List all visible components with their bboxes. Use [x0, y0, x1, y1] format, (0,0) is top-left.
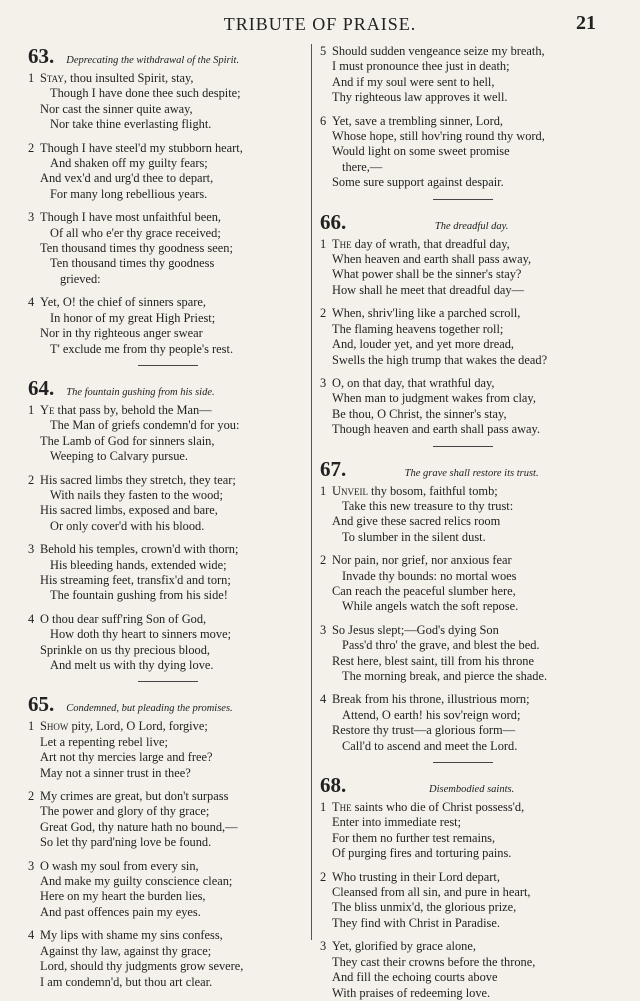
verse-line	[320, 59, 605, 74]
left-column	[28, 44, 308, 989]
verse-text: Thy righteous law approves it well.	[332, 90, 508, 105]
stanza	[28, 928, 308, 990]
verse-text: pity, Lord, O Lord, forgive;	[68, 719, 208, 734]
verse-line	[320, 484, 605, 499]
hymn-subtitle: The grave shall restore its trust.	[404, 467, 539, 479]
verse-line	[28, 418, 308, 433]
verse-line	[320, 175, 605, 190]
verse-line	[28, 612, 308, 627]
stanza-number: 6	[320, 113, 327, 128]
verse-text: Though heaven and earth shall pass away.	[332, 422, 541, 437]
stanza	[28, 859, 308, 921]
verse-text: How shall he meet that dreadful day—	[332, 282, 524, 297]
verse-text: Nor in thy righteous anger swear	[40, 326, 203, 341]
hymn-separator	[138, 365, 198, 366]
verse-text: Sprinkle on us thy precious blood,	[40, 642, 211, 657]
verse-line	[320, 831, 605, 846]
verse-text: Of all who e'er thy grace received;	[50, 225, 221, 240]
stanza-lead-word: Show	[40, 719, 69, 734]
stanza	[28, 295, 308, 357]
verse-line	[320, 376, 605, 391]
verse-line	[28, 141, 308, 156]
verse-text: The power and glory of thy grace;	[40, 804, 210, 819]
verse-line	[320, 723, 605, 738]
verse-text: Yet, O! the chief of sinners spare,	[40, 295, 206, 310]
verse-line	[28, 434, 308, 449]
verse-line	[28, 588, 308, 603]
hymn	[320, 44, 605, 191]
verse-line	[320, 144, 605, 159]
verse-text: Weeping to Calvary pursue.	[50, 449, 189, 464]
verse-line	[28, 719, 308, 734]
verse-text: Invade thy bounds: no mortal woes	[342, 568, 517, 583]
verse-text: Against thy law, against thy grace;	[40, 943, 212, 958]
stanza-lead-word: Ye	[40, 402, 55, 417]
verse-line	[320, 900, 605, 915]
hymn	[320, 210, 605, 438]
stanza	[28, 141, 308, 203]
hymn-heading	[320, 210, 605, 235]
verse-text: Restore thy trust—a glorious form—	[332, 723, 516, 738]
verse-line	[28, 835, 308, 850]
verse-line	[28, 519, 308, 534]
verse-line	[28, 272, 308, 287]
verse-line	[320, 75, 605, 90]
verse-text: What power shall be the sinner's stay?	[332, 267, 522, 282]
verse-text: Cleansed from all sin, and pure in heart,	[332, 885, 531, 900]
stanza	[320, 306, 605, 368]
verse-text: Attend, O earth! his sov'reign word;	[342, 707, 521, 722]
verse-text: Be thou, O Christ, the sinner's stay,	[332, 406, 507, 421]
hymn-subtitle: Condemned, but pleading the promises.	[66, 703, 233, 715]
verse-line	[320, 623, 605, 638]
stanza-number: 5	[320, 44, 327, 58]
stanza-number: 2	[320, 869, 327, 884]
verse-line	[320, 739, 605, 754]
verse-line	[320, 970, 605, 985]
hymn	[320, 773, 605, 1001]
verse-line	[320, 584, 605, 599]
verse-text: With praises of redeeming love.	[332, 985, 491, 1000]
hymn-subtitle: Disembodied saints.	[429, 784, 515, 796]
verse-text: And give these sacred relics room	[332, 514, 501, 529]
verse-text: Pass'd thro' the grave, and blest the bed.	[342, 638, 540, 653]
stanza-number: 1	[28, 719, 35, 734]
verse-line	[320, 599, 605, 614]
verse-line	[28, 658, 308, 673]
verse-text: Enter into immediate rest;	[332, 815, 462, 830]
verse-line	[28, 874, 308, 889]
stanza-number: 1	[320, 800, 327, 815]
verse-text: thou insulted Spirit, stay,	[66, 71, 194, 85]
verse-line	[320, 708, 605, 723]
stanza	[320, 114, 605, 191]
verse-text: When man to judgment wakes from clay,	[332, 391, 536, 406]
stanza-number: 1	[320, 236, 327, 251]
verse-text: The bliss unmix'd, the glorious prize,	[332, 900, 517, 915]
verse-text: And shaken off my guilty fears;	[50, 156, 208, 171]
stanza-number: 2	[28, 789, 35, 804]
verse-text: Swells the high trump that wakes the dead?	[332, 352, 548, 367]
verse-line	[28, 503, 308, 518]
stanza-number: 3	[28, 542, 35, 557]
verse-line	[28, 473, 308, 488]
verse-line	[28, 117, 308, 132]
verse-line	[28, 86, 308, 101]
verse-line	[28, 226, 308, 241]
stanza-number: 4	[28, 928, 35, 943]
verse-line	[28, 71, 308, 86]
stanza-number: 4	[28, 295, 35, 310]
verse-text: grieved:	[60, 271, 101, 286]
verse-line	[320, 391, 605, 406]
stanza-lead-word: Unveil	[332, 483, 368, 498]
verse-text: And past offences pain my eyes.	[40, 904, 201, 919]
verse-text: Yet, save a trembling sinner, Lord,	[332, 113, 503, 128]
verse-text: And vex'd and urg'd thee to depart,	[40, 171, 214, 186]
stanza-lead-word: The	[332, 236, 352, 251]
verse-text: Break from his throne, illustrious morn;	[332, 692, 530, 707]
verse-line	[28, 241, 308, 256]
hymn-heading	[320, 457, 605, 482]
verse-text: Nor pain, nor grief, nor anxious fear	[332, 553, 512, 568]
verse-text: To slumber in the silent dust.	[342, 529, 486, 544]
verse-text: And, louder yet, and yet more dread,	[332, 337, 515, 352]
hymn	[28, 376, 308, 674]
verse-text: His sacred limbs, exposed and bare,	[40, 503, 218, 518]
hymn-heading	[28, 692, 308, 717]
verse-text: Nor cast the sinner quite away,	[40, 101, 193, 116]
verse-line	[28, 789, 308, 804]
verse-text: Or only cover'd with his blood.	[50, 518, 205, 533]
verse-line	[28, 573, 308, 588]
verse-text: Whose hope, still hov'ring round thy word,	[332, 129, 545, 144]
verse-text: His sacred limbs they stretch, they tear;	[40, 472, 236, 487]
verse-text: The Lamb of God for sinners slain,	[40, 433, 215, 448]
verse-text: So Jesus slept;—God's dying Son	[332, 622, 499, 637]
verse-text: Behold his temples, crown'd with thorn;	[40, 542, 239, 557]
verse-line	[28, 820, 308, 835]
verse-line	[28, 804, 308, 819]
page-title: TRIBUTE OF PRAISE.	[223, 14, 417, 34]
verse-line	[28, 975, 308, 990]
verse-text: O wash my soul from every sin,	[40, 858, 199, 873]
verse-line	[320, 353, 605, 368]
right-column	[320, 44, 605, 1000]
verse-text: Though I have steel'd my stubborn heart,	[40, 140, 243, 155]
hymn-heading	[320, 773, 605, 798]
hymn-heading	[28, 376, 308, 401]
verse-text: Who trusting in their Lord depart,	[332, 869, 500, 884]
page-number: 21	[576, 12, 596, 34]
verse-text: They find with Christ in Paradise.	[332, 915, 500, 930]
stanza	[320, 800, 605, 862]
stanza-number: 1	[320, 483, 327, 498]
verse-line	[320, 90, 605, 105]
verse-text: For many long rebellious years.	[50, 186, 208, 201]
verse-line	[28, 735, 308, 750]
verse-text: Nor take thine everlasting flight.	[50, 117, 212, 132]
verse-line	[28, 905, 308, 920]
verse-text: Great God, thy nature hath no bound,—	[40, 819, 238, 834]
verse-line	[320, 654, 605, 669]
verse-text: For them no further test remains,	[332, 830, 496, 845]
verse-text: The morning break, and pierce the shade.	[342, 669, 548, 683]
verse-line	[320, 553, 605, 568]
verse-line	[320, 252, 605, 267]
stanza	[28, 542, 308, 604]
stanza-number: 3	[28, 858, 35, 873]
page-header	[0, 14, 640, 38]
verse-line	[28, 889, 308, 904]
stanza-number: 1	[28, 71, 35, 85]
verse-text: Rest here, blest saint, till from his throne	[332, 653, 535, 668]
hymn-separator	[138, 681, 198, 682]
verse-text: The flaming heavens together roll;	[332, 321, 504, 336]
verse-text: And fill the echoing courts above	[332, 970, 498, 985]
verse-line	[320, 815, 605, 830]
stanza-number: 4	[320, 692, 327, 707]
verse-line	[320, 870, 605, 885]
verse-text: When heaven and earth shall pass away,	[332, 252, 532, 267]
verse-text: His streaming feet, transfix'd and torn;	[40, 572, 231, 587]
verse-line	[28, 187, 308, 202]
stanza	[320, 939, 605, 1001]
verse-text: And if my soul were sent to hell,	[332, 74, 495, 89]
verse-line	[28, 542, 308, 557]
stanza	[320, 237, 605, 299]
stanza	[28, 210, 308, 287]
stanza-lead-word: Stay,	[40, 71, 67, 85]
hymn-subtitle: Deprecating the withdrawal of the Spirit.	[66, 55, 240, 66]
stanza	[28, 403, 308, 465]
verse-line	[28, 859, 308, 874]
stanza-number: 3	[320, 622, 327, 637]
verse-text: The fountain gushing from his side!	[50, 588, 228, 603]
verse-text: How doth thy heart to sinners move;	[50, 627, 232, 642]
verse-line	[28, 558, 308, 573]
verse-line	[320, 669, 605, 684]
verse-line	[320, 916, 605, 931]
stanza	[28, 612, 308, 674]
column-divider	[311, 44, 312, 940]
stanza-number: 3	[320, 375, 327, 390]
verse-text: Ten thousand times thy goodness	[50, 256, 215, 271]
verse-line	[28, 488, 308, 503]
stanza-number: 4	[28, 611, 35, 626]
verse-text: And make my guilty conscience clean;	[40, 874, 233, 889]
verse-text: In honor of my great High Priest;	[50, 310, 216, 325]
verse-line	[28, 403, 308, 418]
stanza	[28, 71, 308, 133]
verse-line	[28, 210, 308, 225]
stanza-number: 2	[28, 140, 35, 155]
verse-text: While angels watch the soft repose.	[342, 599, 519, 614]
verse-line	[28, 326, 308, 341]
stanza	[320, 692, 605, 754]
hymn	[28, 44, 308, 357]
verse-line	[320, 514, 605, 529]
verse-line	[28, 171, 308, 186]
verse-text: Yet, glorified by grace alone,	[332, 939, 476, 954]
verse-text: thy bosom, faithful tomb;	[367, 483, 498, 498]
verse-text: O thou dear suff'ring Son of God,	[40, 611, 207, 626]
verse-text: Would light on some sweet promise	[332, 144, 510, 159]
verse-text: Art not thy mercies large and free?	[40, 750, 213, 765]
verse-line	[320, 160, 605, 175]
hymn-number: 67.	[320, 456, 347, 481]
verse-line	[28, 342, 308, 357]
verse-text: I am condemn'd, but thou art clear.	[40, 974, 213, 989]
verse-line	[28, 766, 308, 781]
verse-text: saints who die of Christ possess'd,	[351, 800, 525, 815]
verse-line	[28, 643, 308, 658]
verse-line	[320, 800, 605, 815]
hymn-number: 65.	[28, 692, 55, 717]
stanza	[320, 623, 605, 685]
verse-text: When, shriv'ling like a parched scroll,	[332, 306, 521, 321]
hymn-number: 68.	[320, 773, 347, 798]
verse-text: So let thy pard'ning love be found.	[40, 835, 212, 850]
verse-line	[320, 337, 605, 352]
verse-text: that pass by, behold the Man—	[54, 402, 212, 417]
verse-text: Call'd to ascend and meet the Lord.	[342, 738, 518, 753]
verse-text: Lord, should thy judgments grow severe,	[40, 959, 244, 974]
verse-text: And melt us with thy dying love.	[50, 658, 214, 672]
verse-line	[320, 322, 605, 337]
verse-line	[320, 44, 605, 59]
verse-text: My lips with shame my sins confess,	[40, 928, 223, 943]
verse-line	[28, 449, 308, 464]
hymn	[320, 457, 605, 755]
verse-line	[28, 928, 308, 943]
verse-text: Of purging fires and torturing pains.	[332, 846, 512, 861]
hymn-number: 66.	[320, 209, 347, 234]
verse-text: My crimes are great, but don't surpass	[40, 789, 229, 804]
stanza-number: 2	[320, 553, 327, 568]
verse-line	[320, 114, 605, 129]
stanza	[320, 553, 605, 615]
hymn-separator	[433, 762, 493, 763]
verse-line	[320, 283, 605, 298]
verse-text: Though I have done thee such despite;	[50, 86, 241, 101]
stanza-number: 1	[28, 402, 35, 417]
hymn-number: 63.	[28, 44, 55, 68]
verse-text: Here on my heart the burden lies,	[40, 889, 206, 904]
stanza	[28, 789, 308, 851]
verse-line	[320, 638, 605, 653]
stanza	[320, 484, 605, 546]
verse-text: The Man of griefs condemn'd for you:	[50, 418, 240, 433]
verse-text: With nails they fasten to the wood;	[50, 487, 223, 502]
verse-line	[320, 499, 605, 514]
verse-line	[28, 750, 308, 765]
verse-text: May not a sinner trust in thee?	[40, 765, 191, 780]
verse-text: Ten thousand times thy goodness seen;	[40, 241, 233, 256]
verse-line	[320, 306, 605, 321]
hymn-number: 64.	[28, 375, 55, 400]
verse-line	[28, 256, 308, 271]
stanza-number: 3	[28, 210, 35, 225]
stanza	[28, 719, 308, 781]
verse-text: T' exclude me from thy people's rest.	[50, 341, 234, 356]
verse-text: Let a repenting rebel live;	[40, 734, 168, 749]
verse-line	[320, 846, 605, 861]
hymn-separator	[433, 199, 493, 200]
hymn-heading	[28, 44, 308, 69]
verse-text: I must pronounce thee just in death;	[332, 59, 510, 74]
verse-text: Can reach the peaceful slumber here,	[332, 583, 516, 598]
hymn-subtitle: The dreadful day.	[434, 220, 509, 232]
stanza-number: 2	[320, 306, 327, 321]
hymn-separator	[433, 446, 493, 447]
verse-text: Should sudden vengeance seize my breath,	[332, 44, 545, 58]
verse-line	[28, 311, 308, 326]
verse-line	[320, 885, 605, 900]
verse-text: Take this new treasure to thy trust:	[342, 498, 514, 513]
verse-text: His bleeding hands, extended wide;	[50, 557, 227, 572]
stanza	[320, 376, 605, 438]
verse-line	[320, 422, 605, 437]
verse-line	[28, 295, 308, 310]
verse-line	[320, 530, 605, 545]
verse-text: O, on that day, that wrathful day,	[332, 375, 495, 390]
verse-line	[28, 156, 308, 171]
verse-line	[28, 102, 308, 117]
stanza-lead-word: The	[332, 800, 352, 815]
verse-line	[28, 627, 308, 642]
verse-line	[320, 692, 605, 707]
stanza	[28, 473, 308, 535]
verse-text: day of wrath, that dreadful day,	[351, 236, 510, 251]
verse-line	[320, 986, 605, 1001]
hymn-subtitle: The fountain gushing from his side.	[66, 386, 215, 398]
verse-line	[320, 569, 605, 584]
stanza-number: 3	[320, 939, 327, 954]
verse-text: there,—	[342, 159, 383, 174]
stanza-number: 2	[28, 472, 35, 487]
verse-line	[320, 939, 605, 954]
hymn	[28, 692, 308, 990]
stanza	[320, 44, 605, 106]
verse-line	[320, 407, 605, 422]
verse-text: Some sure support against despair.	[332, 175, 504, 190]
verse-text: They cast their crowns before the throne,	[332, 954, 536, 969]
verse-line	[28, 959, 308, 974]
verse-line	[320, 129, 605, 144]
stanza	[320, 870, 605, 932]
verse-text: Though I have most unfaithful been,	[40, 210, 221, 225]
verse-line	[320, 237, 605, 252]
verse-line	[320, 267, 605, 282]
